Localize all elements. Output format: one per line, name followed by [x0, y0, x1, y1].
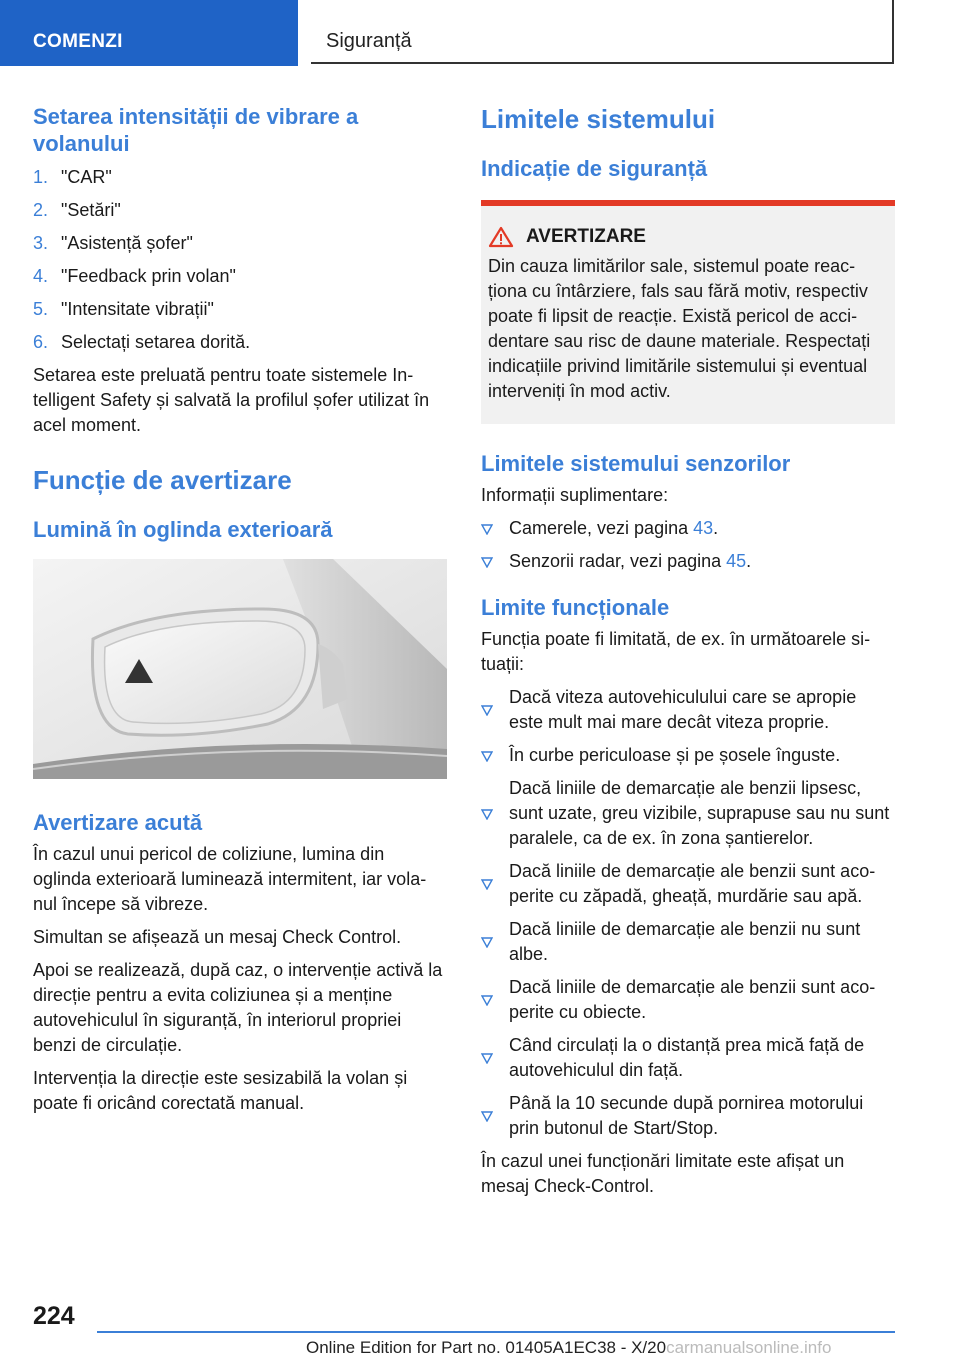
- step-text: "Asistență șofer": [61, 233, 193, 253]
- list-item: [33, 231, 447, 256]
- side-mirror-icon: [33, 559, 447, 779]
- list-item: [481, 1033, 895, 1083]
- left-column: [33, 103, 447, 1116]
- functional-limits-heading: Limite funcționale: [481, 595, 670, 620]
- functional-item-text: Dacă liniile de demarcație ale benzii lipsesc, sunt uzate, greu vizibile, suprapuse sau nu sunt paralele, ca de ex. în zona șantierelor.: [509, 778, 890, 848]
- steps-list: [33, 165, 447, 355]
- functional-item-text: Dacă liniile de demarcație ale benzii nu sunt albe.: [509, 919, 861, 964]
- list-item: [481, 516, 895, 541]
- bullet-triangle-icon: [481, 975, 509, 1025]
- bullet-triangle-icon: [481, 743, 509, 768]
- list-item: [481, 776, 895, 851]
- vibration-heading: Setarea intensității de vibrare a volanului: [33, 104, 359, 156]
- acute-warning-heading: Avertizare acută: [33, 810, 203, 835]
- bullet-triangle-icon: [481, 549, 509, 574]
- warning-text: Din cauza limitărilor sale, sistemul poate reac-ționa cu întârziere, fals sau fără motiv, respectiv poate fi lipsit de reacție. Există pericol de acci-dentare sau risc de daune materiale. Respectați indicațiile privind limitările sistemului și eventual interveniți în mod activ.: [488, 256, 871, 401]
- page-number: 224: [33, 1302, 75, 1330]
- watermark-text: carmanualsonline.info: [666, 1338, 832, 1357]
- functional-item-text: Până la 10 secunde după pornirea motorului prin butonul de Start/Stop.: [509, 1093, 864, 1138]
- acute-paragraph: În cazul unui pericol de coliziune, lumina din oglinda exterioară luminează intermitent, iar vola-nul începe să vibreze.: [33, 844, 427, 914]
- list-item: [33, 165, 447, 190]
- bullet-triangle-icon: [481, 859, 509, 909]
- footer-edition-line: [306, 1338, 831, 1358]
- step-number: 1.: [33, 167, 49, 187]
- acute-paragraph: Apoi se realizează, după caz, o intervenție activă la direcție pentru a evita coliziunea și a menține autovehiculul în siguranță, în interiorul propriei benzi de circulație.: [33, 960, 443, 1055]
- list-item: [481, 1091, 895, 1141]
- mirror-light-heading: Lumină în oglinda exterioară: [33, 517, 333, 542]
- system-limits-heading: Limitele sistemului: [481, 104, 716, 134]
- list-item: [481, 975, 895, 1025]
- section-title: COMENZI: [33, 31, 123, 52]
- functional-item-text: În curbe periculoase și pe șosele înguste.: [509, 745, 841, 765]
- section-tab: [0, 0, 298, 66]
- page-link[interactable]: 45: [726, 551, 747, 571]
- step-text: "Feedback prin volan": [61, 266, 236, 286]
- step-number: 3.: [33, 233, 49, 253]
- warning-title-row: [488, 226, 888, 248]
- sentence-end: .: [713, 518, 719, 538]
- vibration-note: Setarea este preluată pentru toate sistemele In-telligent Safety și salvată la profilul șofer utilizat în acel moment.: [33, 365, 430, 435]
- right-column: [481, 103, 895, 1199]
- functional-list: [481, 685, 895, 1141]
- list-item: [481, 685, 895, 735]
- list-item: [33, 264, 447, 289]
- closing-paragraph: În cazul unei funcționări limitate este afișat un mesaj Check-Control.: [481, 1151, 845, 1196]
- list-item: [33, 297, 447, 322]
- sensor-item-text: Camerele, vezi pagina: [509, 518, 694, 538]
- chapter-title: Siguranță: [326, 30, 412, 52]
- list-item: [481, 549, 895, 574]
- step-number: 5.: [33, 299, 49, 319]
- list-item: [33, 198, 447, 223]
- functional-intro: Funcția poate fi limitată, de ex. în următoarele si-tuații:: [481, 629, 871, 674]
- functional-item-text: Când circulați la o distanță prea mică față de autovehiculul din față.: [509, 1035, 865, 1080]
- warning-title: AVERTIZARE: [526, 226, 646, 247]
- step-number: 6.: [33, 332, 49, 352]
- functional-item-text: Dacă viteza autovehiculului care se apropie este mult mai mare decât viteza proprie.: [509, 687, 857, 732]
- bullet-triangle-icon: [481, 1033, 509, 1083]
- bullet-triangle-icon: [481, 1091, 509, 1141]
- list-item: [481, 743, 895, 768]
- warning-function-heading: Funcție de avertizare: [33, 465, 292, 495]
- step-number: 2.: [33, 200, 49, 220]
- bullet-triangle-icon: [481, 516, 509, 541]
- sensor-limits-heading: Limitele sistemului senzorilor: [481, 451, 791, 476]
- side-mirror-illustration: [33, 559, 447, 779]
- step-number: 4.: [33, 266, 49, 286]
- safety-note-heading: Indicație de siguranță: [481, 156, 708, 181]
- list-item: [481, 917, 895, 967]
- list-item: [33, 330, 447, 355]
- sensor-item-text: Senzorii radar, vezi pagina: [509, 551, 727, 571]
- edition-text: Online Edition for Part no. 01405A1EC38 - X/20: [306, 1338, 667, 1357]
- step-text: "CAR": [61, 167, 112, 187]
- chapter-tab: [311, 0, 894, 64]
- list-item: [481, 859, 895, 909]
- warning-box: [481, 200, 895, 424]
- footer-divider: [97, 1331, 895, 1333]
- functional-item-text: Dacă liniile de demarcație ale benzii sunt aco-perite cu zăpadă, gheață, murdărie sau apă.: [509, 861, 876, 906]
- sensor-list: [481, 516, 895, 574]
- step-text: "Intensitate vibrații": [61, 299, 214, 319]
- page-link[interactable]: 43: [693, 518, 714, 538]
- bullet-triangle-icon: [481, 776, 509, 851]
- warning-triangle-icon: [488, 226, 514, 248]
- acute-paragraph: Intervenția la direcție este sesizabilă la volan și poate fi oricând corectată manual.: [33, 1068, 408, 1113]
- step-text: Selectați setarea dorită.: [61, 332, 251, 352]
- bullet-triangle-icon: [481, 685, 509, 735]
- step-text: "Setări": [61, 200, 121, 220]
- sentence-end: .: [746, 551, 752, 571]
- functional-item-text: Dacă liniile de demarcație ale benzii sunt aco-perite cu obiecte.: [509, 977, 876, 1022]
- sensor-intro: Informații suplimentare:: [481, 485, 669, 505]
- bullet-triangle-icon: [481, 917, 509, 967]
- acute-paragraph: Simultan se afișează un mesaj Check Control.: [33, 927, 402, 947]
